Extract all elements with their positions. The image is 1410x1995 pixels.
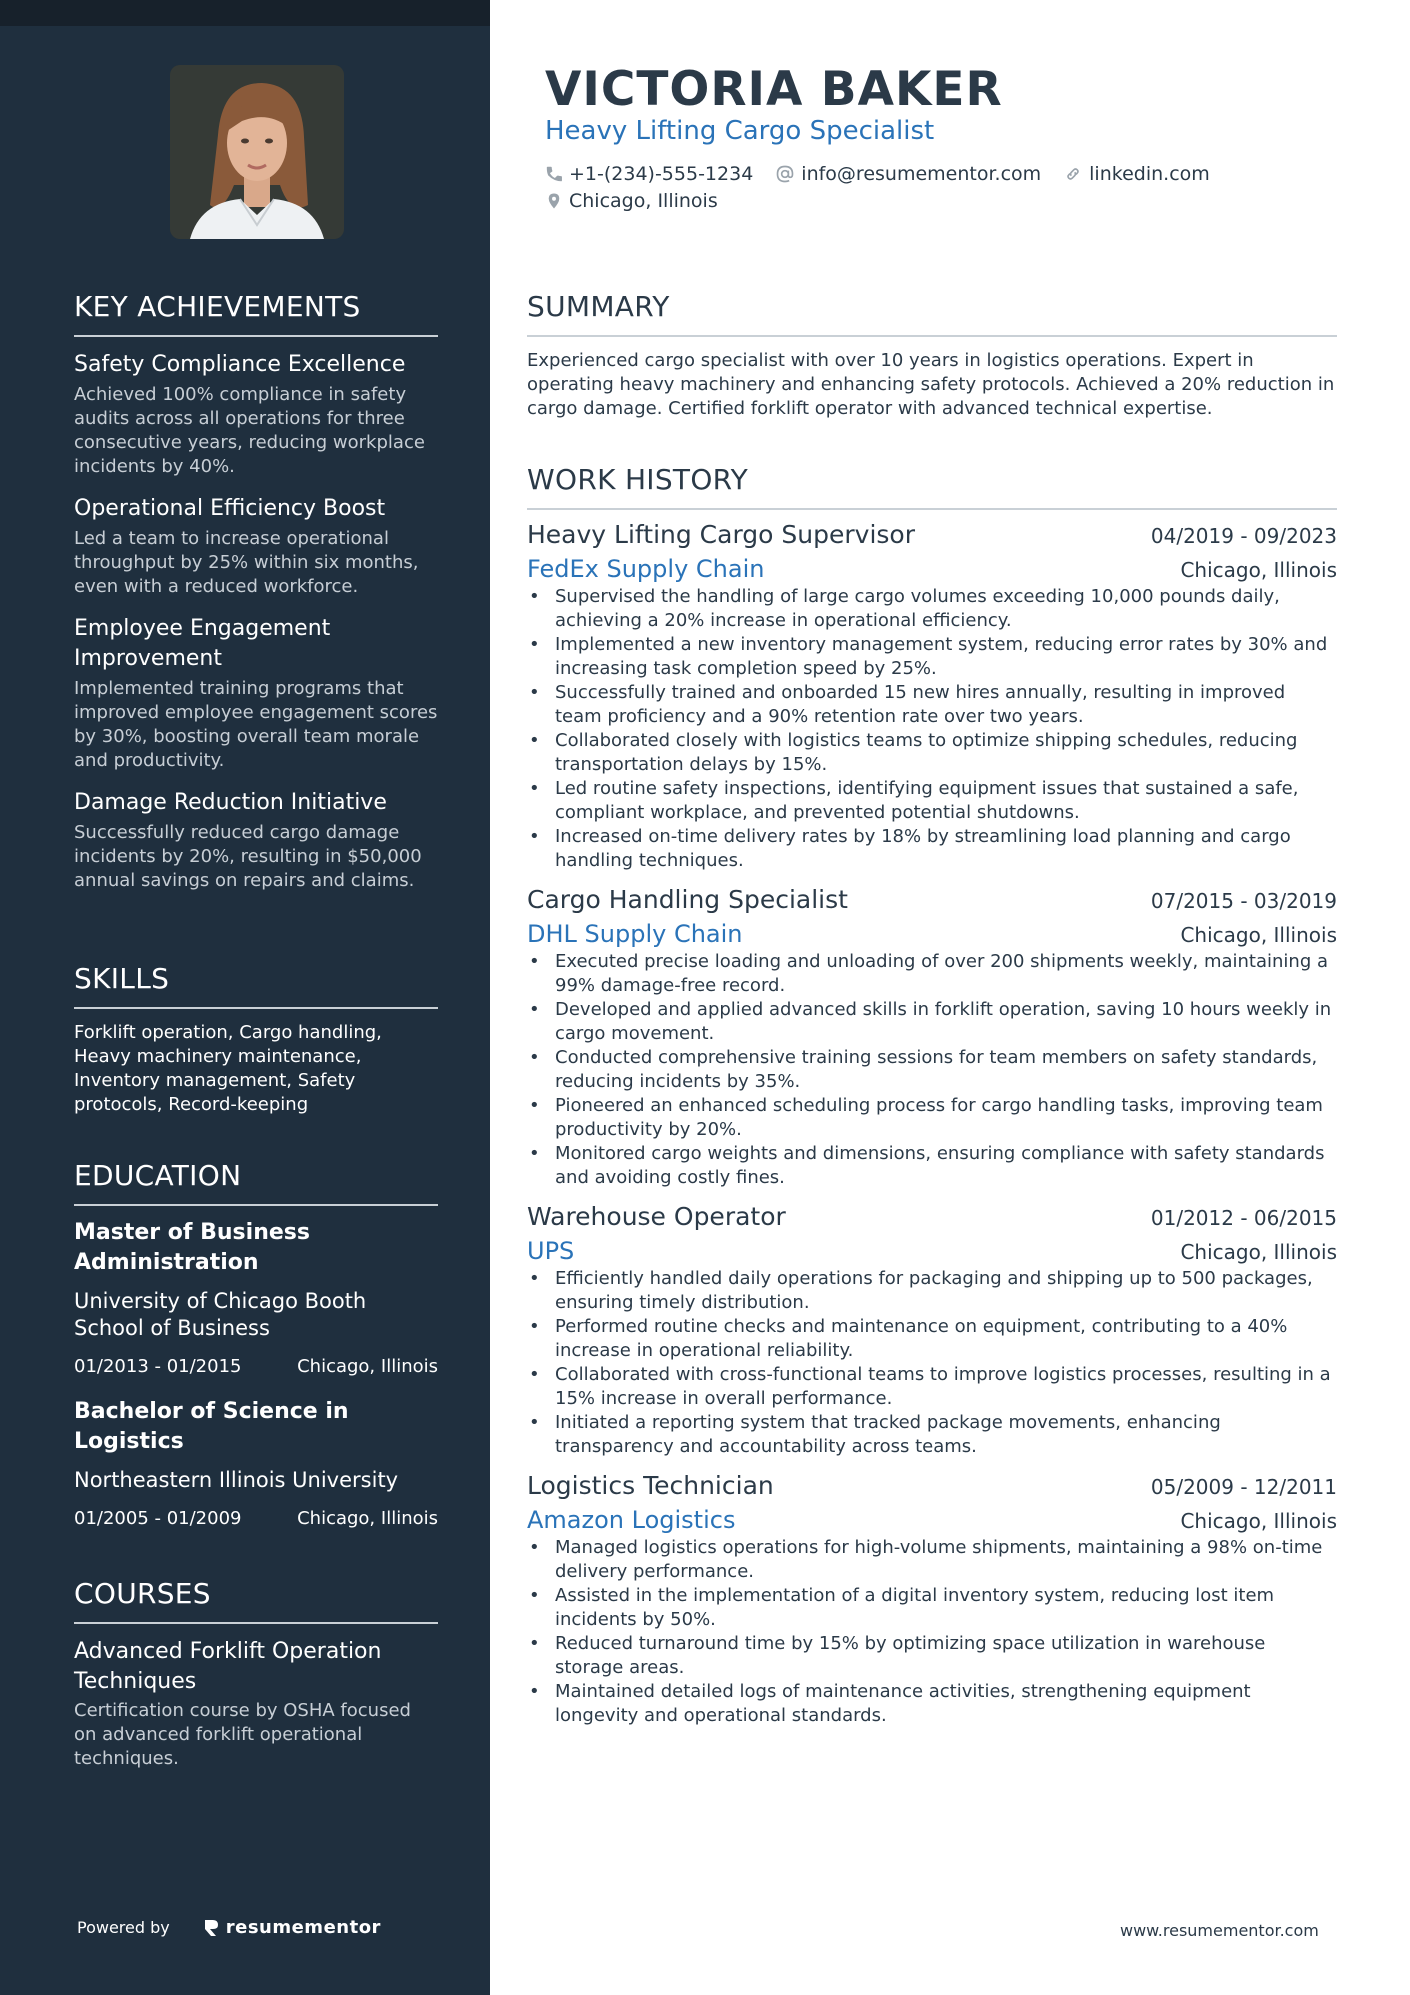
job-bullet: • Assisted in the implementation of a digital inventory system, reducing lost item incidents by 50%.	[527, 1584, 1337, 1632]
achievement-title: Damage Reduction Initiative	[74, 790, 387, 815]
job-bullet: • Implemented a new inventory management system, reducing error rates by 30% and increasing task completion speed by 25%.	[527, 633, 1337, 681]
link-icon	[1063, 164, 1083, 184]
achievement-title: Safety Compliance Excellence	[74, 352, 406, 377]
education-location: Chicago, Illinois	[297, 1508, 438, 1529]
job-bullet: • Initiated a reporting system that tracked package movements, enhancing transparency and accountability across teams.	[527, 1411, 1337, 1459]
education-meta	[74, 1356, 438, 1377]
job-entry	[527, 1202, 1337, 1459]
phone-text: +1-(234)-555-1234	[569, 163, 754, 185]
achievement-desc: Implemented training programs that improved employee engagement scores by 30%, boosting overall team morale and productivity.	[74, 678, 438, 771]
course-desc: Certification course by OSHA focused on advanced forklift operational techniques.	[74, 1700, 411, 1769]
education-meta	[74, 1508, 438, 1529]
location-text: Chicago, Illinois	[569, 190, 718, 212]
job-role: Logistics Technician	[527, 1471, 774, 1500]
contact-email[interactable]	[775, 163, 1041, 185]
job-company: DHL Supply Chain	[527, 920, 743, 948]
summary-text: Experienced cargo specialist with over 10 years in logistics operations. Expert in operating heavy machinery and enhancing safety protocols. Achieved a 20% reduction in cargo damage. Certified forklift operator with advanced technical expertise.	[527, 350, 1335, 419]
job-bullet: • Collaborated closely with logistics teams to optimize shipping schedules, reducing transportation delays by 15%.	[527, 729, 1337, 777]
phone-icon	[545, 165, 563, 183]
job-bullet: • Monitored cargo weights and dimensions, ensuring compliance with safety standards and avoiding costly fines.	[527, 1142, 1337, 1190]
job-bullets	[527, 1536, 1337, 1728]
job-entry	[527, 1471, 1337, 1728]
summary-heading: SUMMARY	[527, 290, 1337, 337]
job-bullet: • Conducted comprehensive training sessions for team members on safety standards, reducing incidents by 35%.	[527, 1046, 1337, 1094]
job-bullet: • Developed and applied advanced skills in forklift operation, saving 10 hours weekly in cargo movement.	[527, 998, 1337, 1046]
courses-heading: COURSES	[74, 1577, 438, 1624]
contact-linkedin[interactable]	[1063, 163, 1210, 185]
at-sign-icon	[775, 164, 795, 184]
skills-section	[74, 962, 438, 1117]
courses-section	[74, 1577, 438, 1771]
job-bullet: • Led routine safety inspections, identifying equipment issues that sustained a safe, compliant workplace, and prevented potential shutdowns.	[527, 777, 1337, 825]
email-text: info@resumementor.com	[801, 163, 1042, 185]
education-degree: Master of Business Administration	[74, 1220, 310, 1275]
job-location: Chicago, Illinois	[1180, 1509, 1337, 1533]
job-bullet: • Increased on-time delivery rates by 18% by streamlining load planning and cargo handling techniques.	[527, 825, 1337, 873]
education-degree: Bachelor of Science in Logistics	[74, 1399, 349, 1454]
achievements-section	[74, 290, 438, 893]
education-location: Chicago, Illinois	[297, 1356, 438, 1377]
powered-by	[77, 1917, 381, 1938]
job-bullet: • Reduced turnaround time by 15% by optimizing space utilization in warehouse storage areas.	[527, 1632, 1337, 1680]
brand-logo[interactable]	[202, 1917, 381, 1938]
education-school: University of Chicago Booth School of Business	[74, 1289, 367, 1340]
achievement-item	[74, 788, 438, 893]
job-bullet: • Successfully trained and onboarded 15 new hires annually, resulting in improved team proficiency and a 90% retention rate over two years.	[527, 681, 1337, 729]
job-dates: 07/2015 - 03/2019	[1150, 889, 1337, 913]
job-bullet: • Pioneered an enhanced scheduling process for cargo handling tasks, improving team productivity by 20%.	[527, 1094, 1337, 1142]
resumementor-logo-icon	[202, 1918, 220, 1938]
job-bullet: • Managed logistics operations for high-volume shipments, maintaining a 98% on-time delivery performance.	[527, 1536, 1337, 1584]
education-item	[74, 1397, 438, 1529]
education-dates: 01/2013 - 01/2015	[74, 1356, 242, 1377]
education-dates: 01/2005 - 01/2009	[74, 1508, 242, 1529]
job-location: Chicago, Illinois	[1180, 923, 1337, 947]
work-history-section	[527, 463, 1337, 1728]
education-school: Northeastern Illinois University	[74, 1468, 399, 1492]
contact-row-2	[545, 190, 740, 212]
job-bullets	[527, 585, 1337, 873]
brand-name: resumementor	[225, 1917, 381, 1938]
achievement-item	[74, 614, 438, 773]
job-company: UPS	[527, 1237, 575, 1265]
job-bullets	[527, 1267, 1337, 1459]
skills-list: Forklift operation, Cargo handling, Heavy machinery maintenance, Inventory management, Safety protocols, Record-keeping	[74, 1022, 382, 1115]
achievement-desc: Led a team to increase operational throughput by 25% within six months, even with a reduced workforce.	[74, 528, 419, 597]
job-location: Chicago, Illinois	[1180, 558, 1337, 582]
candidate-name: VICTORIA BAKER	[545, 62, 1003, 117]
powered-by-label: Powered by	[77, 1918, 170, 1937]
sidebar-top-bar	[0, 0, 490, 26]
job-role: Cargo Handling Specialist	[527, 885, 848, 914]
education-section	[74, 1159, 438, 1529]
skills-heading: SKILLS	[74, 962, 438, 1009]
job-bullets	[527, 950, 1337, 1190]
contact-location	[545, 190, 718, 212]
job-bullet: • Maintained detailed logs of maintenance activities, strengthening equipment longevity and operational standards.	[527, 1680, 1337, 1728]
job-dates: 01/2012 - 06/2015	[1150, 1206, 1337, 1230]
achievement-title: Operational Efficiency Boost	[74, 496, 386, 521]
sidebar	[0, 0, 490, 1995]
job-role: Warehouse Operator	[527, 1202, 786, 1231]
footer-url[interactable]: www.resumementor.com	[1120, 1921, 1319, 1940]
achievements-heading: KEY ACHIEVEMENTS	[74, 290, 438, 337]
job-company: Amazon Logistics	[527, 1506, 736, 1534]
job-entry	[527, 885, 1337, 1190]
work-history-heading: WORK HISTORY	[527, 463, 1337, 510]
job-bullet: • Collaborated with cross-functional teams to improve logistics processes, resulting in a 15% increase in overall performance.	[527, 1363, 1337, 1411]
achievement-desc: Successfully reduced cargo damage incidents by 20%, resulting in $50,000 annual savings on repairs and claims.	[74, 822, 422, 891]
job-dates: 04/2019 - 09/2023	[1150, 524, 1337, 548]
job-bullet: • Performed routine checks and maintenance on equipment, contributing to a 40% increase in operational reliability.	[527, 1315, 1337, 1363]
candidate-title: Heavy Lifting Cargo Specialist	[545, 116, 935, 146]
job-dates: 05/2009 - 12/2011	[1150, 1475, 1337, 1499]
education-heading: EDUCATION	[74, 1159, 438, 1206]
job-entry	[527, 520, 1337, 873]
summary-section	[527, 290, 1337, 421]
education-item	[74, 1218, 438, 1377]
job-location: Chicago, Illinois	[1180, 1240, 1337, 1264]
achievement-item	[74, 494, 438, 599]
profile-photo	[170, 65, 344, 239]
job-role: Heavy Lifting Cargo Supervisor	[527, 520, 915, 549]
contact-phone[interactable]	[545, 163, 753, 185]
contact-row	[545, 163, 1232, 185]
job-bullet: • Supervised the handling of large cargo volumes exceeding 10,000 pounds daily, achieving a 20% increase in operational efficiency.	[527, 585, 1337, 633]
achievement-item	[74, 350, 438, 479]
linkedin-text: linkedin.com	[1089, 163, 1210, 185]
job-company: FedEx Supply Chain	[527, 555, 765, 583]
job-bullet: • Executed precise loading and unloading of over 200 shipments weekly, maintaining a 99% damage-free record.	[527, 950, 1337, 998]
achievement-title: Employee Engagement Improvement	[74, 616, 331, 671]
course-title: Advanced Forklift Operation Techniques	[74, 1639, 382, 1694]
job-bullet: • Efficiently handled daily operations for packaging and shipping up to 500 packages, ensuring timely distribution.	[527, 1267, 1337, 1315]
location-pin-icon	[545, 191, 563, 211]
achievement-desc: Achieved 100% compliance in safety audits across all operations for three consecutive years, reducing workplace incidents by 40%.	[74, 384, 425, 477]
